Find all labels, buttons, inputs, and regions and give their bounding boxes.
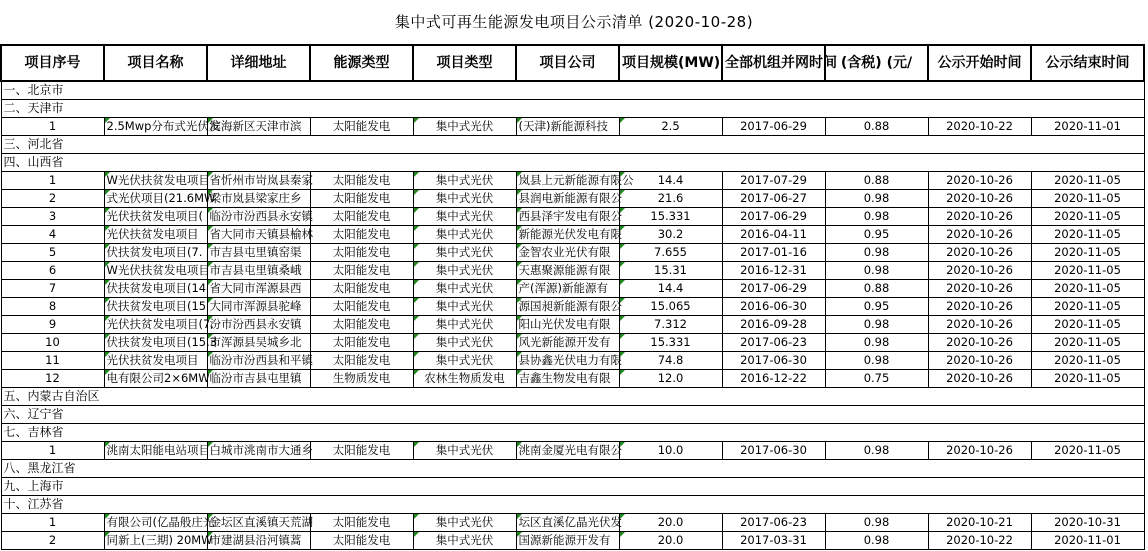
table-cell[interactable]: 2.5: [619, 118, 722, 136]
table-cell[interactable]: 2020-10-26: [928, 442, 1031, 460]
table-cell[interactable]: 20.0: [619, 514, 722, 532]
table-cell[interactable]: 市吉县屯里镇桑峨: [207, 262, 310, 280]
section-label[interactable]: 七、吉林省: [1, 424, 1144, 442]
section-row: [1, 496, 1144, 514]
table-cell[interactable]: 集中式光伏: [413, 118, 516, 136]
table-cell[interactable]: 74.8: [619, 352, 722, 370]
table-cell[interactable]: 11: [1, 352, 104, 370]
table-cell[interactable]: 滨海新区天津市滨: [207, 118, 310, 136]
table-cell[interactable]: 5: [1, 244, 104, 262]
table-row: [1, 514, 1144, 532]
section-row: [1, 478, 1144, 496]
table-cell[interactable]: 2020-10-26: [928, 244, 1031, 262]
table-cell[interactable]: 2016-04-11: [722, 226, 825, 244]
column-header[interactable]: (含税) (元/: [825, 45, 928, 81]
table-cell[interactable]: 伏扶贫发电项目(14: [104, 280, 207, 298]
column-header[interactable]: 详细地址: [207, 45, 310, 81]
table-cell[interactable]: 2017-06-29: [722, 208, 825, 226]
table-cell[interactable]: 2020-11-05: [1031, 352, 1144, 370]
table-cell[interactable]: 4: [1, 226, 104, 244]
section-row: [1, 460, 1144, 478]
table-cell[interactable]: 市浑源县吴城乡北: [207, 334, 310, 352]
table-cell[interactable]: 0.98: [825, 316, 928, 334]
table-cell[interactable]: 2020-11-01: [1031, 118, 1144, 136]
table-cell[interactable]: 2017-06-30: [722, 352, 825, 370]
column-header[interactable]: 全部机组并网时间: [722, 45, 825, 81]
table-cell[interactable]: W光伏扶贫发电项目: [104, 172, 207, 190]
table-cell[interactable]: 15.31: [619, 262, 722, 280]
table-cell[interactable]: 伏扶贫发电项目(7.: [104, 244, 207, 262]
section-row: [1, 154, 1144, 172]
table-cell[interactable]: 太阳能发电: [310, 280, 413, 298]
table-cell[interactable]: 1: [1, 514, 104, 532]
table-cell[interactable]: 7: [1, 280, 104, 298]
table-cell[interactable]: 太阳能发电: [310, 172, 413, 190]
table-cell[interactable]: 12: [1, 370, 104, 388]
table-cell[interactable]: 岚县上元新能源有限公: [516, 172, 619, 190]
table-cell[interactable]: 2: [1, 190, 104, 208]
table-cell[interactable]: 大同市浑源县驼峰: [207, 298, 310, 316]
table-cell[interactable]: 14.4: [619, 280, 722, 298]
table-cell[interactable]: 天惠聚源能源有限: [516, 262, 619, 280]
table-cell[interactable]: 洮南金厦光电有限公: [516, 442, 619, 460]
table-row: [1, 442, 1144, 460]
table-cell[interactable]: 2017-07-29: [722, 172, 825, 190]
table-cell[interactable]: 临汾市汾西县和平镇: [207, 352, 310, 370]
table-cell[interactable]: 2020-11-05: [1031, 280, 1144, 298]
table-cell[interactable]: 2020-11-05: [1031, 172, 1144, 190]
table-cell[interactable]: 2020-10-26: [928, 172, 1031, 190]
table-cell[interactable]: 0.98: [825, 244, 928, 262]
table-cell[interactable]: 15.331: [619, 208, 722, 226]
table-cell[interactable]: 2020-10-21: [928, 514, 1031, 532]
header-row: [1, 45, 1144, 81]
table-cell[interactable]: 2017-06-27: [722, 190, 825, 208]
table-cell[interactable]: 农林生物质发电: [413, 370, 516, 388]
table-cell[interactable]: 2020-11-05: [1031, 262, 1144, 280]
table-cell[interactable]: 光伏扶贫发电项目: [104, 352, 207, 370]
section-label[interactable]: 十、江苏省: [1, 496, 1144, 514]
table-cell[interactable]: 2020-11-05: [1031, 442, 1144, 460]
table-cell[interactable]: 2020-10-26: [928, 334, 1031, 352]
table-cell[interactable]: 2020-11-01: [1031, 532, 1144, 550]
table-cell[interactable]: 2017-06-29: [722, 118, 825, 136]
table-cell[interactable]: 0.98: [825, 262, 928, 280]
section-row: [1, 100, 1144, 118]
column-header[interactable]: 项目规模(MW): [619, 45, 722, 81]
table-cell[interactable]: 0.95: [825, 298, 928, 316]
table-cell[interactable]: 2020-11-05: [1031, 190, 1144, 208]
table-cell[interactable]: 2016-12-31: [722, 262, 825, 280]
section-row: [1, 136, 1144, 154]
column-header[interactable]: 公示结束时间: [1031, 45, 1144, 81]
table-cell[interactable]: 集中式光伏: [413, 172, 516, 190]
table-cell[interactable]: 0.98: [825, 334, 928, 352]
table-cell[interactable]: 2.5Mwp分布式光伏发: [104, 118, 207, 136]
table-cell[interactable]: 2020-10-26: [928, 316, 1031, 334]
column-header[interactable]: 项目序号: [1, 45, 104, 81]
project-table: [0, 44, 1145, 550]
table-cell[interactable]: 2016-09-28: [722, 316, 825, 334]
table-cell[interactable]: 集中式光伏: [413, 514, 516, 532]
table-cell[interactable]: 20.0: [619, 532, 722, 550]
table-row: [1, 208, 1144, 226]
table-cell[interactable]: 太阳能发电: [310, 118, 413, 136]
table-cell[interactable]: 15.331: [619, 334, 722, 352]
table-cell[interactable]: 8: [1, 298, 104, 316]
table-cell[interactable]: 12.0: [619, 370, 722, 388]
column-header[interactable]: 项目名称: [104, 45, 207, 81]
table-cell[interactable]: 太阳能发电: [310, 298, 413, 316]
table-cell[interactable]: 集中式光伏: [413, 280, 516, 298]
table-cell[interactable]: 产(浑源)新能源有: [516, 280, 619, 298]
table-cell[interactable]: 10.0: [619, 442, 722, 460]
table-cell[interactable]: 2020-10-26: [928, 190, 1031, 208]
table-cell[interactable]: 2: [1, 532, 104, 550]
table-cell[interactable]: 金坛区直溪镇天荒湖: [207, 514, 310, 532]
table-cell[interactable]: 0.88: [825, 118, 928, 136]
table-cell[interactable]: 6: [1, 262, 104, 280]
table-cell[interactable]: 0.98: [825, 532, 928, 550]
table-cell[interactable]: 0.98: [825, 208, 928, 226]
column-header[interactable]: 公示开始时间: [928, 45, 1031, 81]
table-cell[interactable]: 临汾市汾西县永安镇: [207, 208, 310, 226]
table-cell[interactable]: 集中式光伏: [413, 334, 516, 352]
section-label[interactable]: 二、天津市: [1, 100, 1144, 118]
table-cell[interactable]: 白城市洮南市大通乡: [207, 442, 310, 460]
table-cell[interactable]: 太阳能发电: [310, 532, 413, 550]
table-cell[interactable]: 集中式光伏: [413, 244, 516, 262]
table-cell[interactable]: 集中式光伏: [413, 226, 516, 244]
table-cell[interactable]: 2020-11-05: [1031, 334, 1144, 352]
table-cell[interactable]: 0.98: [825, 190, 928, 208]
table-row: [1, 262, 1144, 280]
table-cell[interactable]: 太阳能发电: [310, 262, 413, 280]
table-row: [1, 226, 1144, 244]
table-cell[interactable]: 2017-01-16: [722, 244, 825, 262]
table-cell[interactable]: 集中式光伏: [413, 316, 516, 334]
table-cell[interactable]: 有限公司(亿晶般庄光: [104, 514, 207, 532]
table-cell[interactable]: 1: [1, 172, 104, 190]
table-cell[interactable]: 国源新能源开发有: [516, 532, 619, 550]
table-cell[interactable]: 0.98: [825, 514, 928, 532]
table-cell[interactable]: 省大同市天镇县榆林: [207, 226, 310, 244]
section-label[interactable]: 八、黑龙江省: [1, 460, 1144, 478]
table-cell[interactable]: 省大同市浑源县西: [207, 280, 310, 298]
table-cell[interactable]: 0.98: [825, 352, 928, 370]
table-cell[interactable]: 30.2: [619, 226, 722, 244]
table-cell[interactable]: 0.75: [825, 370, 928, 388]
table-cell[interactable]: 2017-06-23: [722, 334, 825, 352]
table-cell[interactable]: 吉鑫生物发电有限: [516, 370, 619, 388]
table-cell[interactable]: (天津)新能源科技: [516, 118, 619, 136]
table-cell[interactable]: 2020-11-05: [1031, 316, 1144, 334]
table-cell[interactable]: 集中式光伏: [413, 442, 516, 460]
table-cell[interactable]: 太阳能发电: [310, 244, 413, 262]
table-cell[interactable]: 2020-10-26: [928, 370, 1031, 388]
table-cell[interactable]: 2020-10-22: [928, 532, 1031, 550]
table-cell[interactable]: 光伏扶贫发电项目: [104, 226, 207, 244]
table-cell[interactable]: 2020-10-26: [928, 352, 1031, 370]
table-cell[interactable]: 汾市汾西县永安镇: [207, 316, 310, 334]
table-cell[interactable]: 2017-06-23: [722, 514, 825, 532]
table-cell[interactable]: 梁市岚县梁家庄乡: [207, 190, 310, 208]
table-cell[interactable]: 0.95: [825, 226, 928, 244]
section-label[interactable]: 一、北京市: [1, 81, 1144, 100]
table-row: [1, 352, 1144, 370]
section-label[interactable]: 九、上海市: [1, 478, 1144, 496]
table-cell[interactable]: 9: [1, 316, 104, 334]
table-cell[interactable]: 7.655: [619, 244, 722, 262]
table-cell[interactable]: 2017-06-30: [722, 442, 825, 460]
table-cell[interactable]: 2020-10-26: [928, 280, 1031, 298]
table-cell[interactable]: 7.312: [619, 316, 722, 334]
table-row: [1, 316, 1144, 334]
table-row: [1, 370, 1144, 388]
section-label[interactable]: 三、河北省: [1, 136, 1144, 154]
table-cell[interactable]: 0.88: [825, 280, 928, 298]
table-body: [1, 81, 1144, 550]
table-cell[interactable]: 2020-11-05: [1031, 298, 1144, 316]
table-cell[interactable]: 集中式光伏: [413, 208, 516, 226]
table-cell[interactable]: 太阳能发电: [310, 514, 413, 532]
table-cell[interactable]: 2017-03-31: [722, 532, 825, 550]
table-cell[interactable]: 2020-10-26: [928, 262, 1031, 280]
table-cell[interactable]: 14.4: [619, 172, 722, 190]
table-cell[interactable]: 2016-06-30: [722, 298, 825, 316]
table-cell[interactable]: 21.6: [619, 190, 722, 208]
section-label[interactable]: 六、辽宁省: [1, 406, 1144, 424]
section-row: [1, 424, 1144, 442]
table-cell[interactable]: 2020-10-26: [928, 208, 1031, 226]
table-cell[interactable]: 2017-06-29: [722, 280, 825, 298]
table-cell[interactable]: 2020-11-05: [1031, 370, 1144, 388]
section-row: [1, 406, 1144, 424]
table-row: [1, 244, 1144, 262]
table-cell[interactable]: 1: [1, 118, 104, 136]
table-cell[interactable]: 光伏扶贫发电项目(7.: [104, 316, 207, 334]
table-cell[interactable]: 2020-11-05: [1031, 244, 1144, 262]
table-cell[interactable]: 生物质发电: [310, 370, 413, 388]
column-header[interactable]: 项目类型: [413, 45, 516, 81]
sheet-title: 集中式可再生能源发电项目公示清单 (2020-10-28): [394, 12, 754, 31]
section-row: [1, 388, 1144, 406]
table-cell[interactable]: 光伏扶贫发电项目(: [104, 208, 207, 226]
table-row: [1, 532, 1144, 550]
table-cell[interactable]: 太阳能发电: [310, 226, 413, 244]
table-cell[interactable]: 风光新能源开发有: [516, 334, 619, 352]
table-cell[interactable]: 省忻州市岢岚县秦家: [207, 172, 310, 190]
column-header[interactable]: 能源类型: [310, 45, 413, 81]
column-header[interactable]: 项目公司: [516, 45, 619, 81]
table-cell[interactable]: 阳山光伏发电有限: [516, 316, 619, 334]
table-row: [1, 298, 1144, 316]
table-cell[interactable]: 2020-10-31: [1031, 514, 1144, 532]
table-cell[interactable]: 西县泽宇发电有限公: [516, 208, 619, 226]
table-cell[interactable]: 太阳能发电: [310, 316, 413, 334]
table-cell[interactable]: 3: [1, 208, 104, 226]
table-cell[interactable]: 2020-10-22: [928, 118, 1031, 136]
table-cell[interactable]: 集中式光伏: [413, 262, 516, 280]
table-cell[interactable]: 坛区直溪亿晶光伏发: [516, 514, 619, 532]
table-cell[interactable]: 集中式光伏: [413, 298, 516, 316]
table-cell[interactable]: 集中式光伏: [413, 352, 516, 370]
table-cell[interactable]: 县协鑫光伏电力有限: [516, 352, 619, 370]
table-row: [1, 334, 1144, 352]
table-cell[interactable]: 15.065: [619, 298, 722, 316]
table-cell[interactable]: 集中式光伏: [413, 532, 516, 550]
section-label[interactable]: 五、内蒙古自治区: [1, 388, 1144, 406]
table-cell[interactable]: 县润电新能源有限公: [516, 190, 619, 208]
table-cell[interactable]: 2016-12-22: [722, 370, 825, 388]
table-cell[interactable]: 0.98: [825, 442, 928, 460]
table-cell[interactable]: 电有限公司2×6MW: [104, 370, 207, 388]
table-row: [1, 280, 1144, 298]
table-cell[interactable]: 2020-10-26: [928, 226, 1031, 244]
table-cell[interactable]: 金智农业光伏有限: [516, 244, 619, 262]
table-cell[interactable]: 市吉县屯里镇窑渠: [207, 244, 310, 262]
table-cell[interactable]: 2020-11-05: [1031, 208, 1144, 226]
table-cell[interactable]: 式光伏项目(21.6MW: [104, 190, 207, 208]
table-row: [1, 118, 1144, 136]
table-cell[interactable]: 伏扶贫发电项目(15.3: [104, 334, 207, 352]
table-cell[interactable]: 1: [1, 442, 104, 460]
table-cell[interactable]: 同新上(三期) 20MW: [104, 532, 207, 550]
table-cell[interactable]: 临汾市吉县屯里镇: [207, 370, 310, 388]
section-label[interactable]: 四、山西省: [1, 154, 1144, 172]
table-cell[interactable]: 源国昶新能源有限公: [516, 298, 619, 316]
table-cell[interactable]: W光伏扶贫发电项目: [104, 262, 207, 280]
table-cell[interactable]: 伏扶贫发电项目(15: [104, 298, 207, 316]
table-cell[interactable]: 市建湖县沿河镇蒿: [207, 532, 310, 550]
table-cell[interactable]: 太阳能发电: [310, 334, 413, 352]
table-row: [1, 190, 1144, 208]
section-row: [1, 81, 1144, 100]
table-cell[interactable]: 太阳能发电: [310, 190, 413, 208]
table-cell[interactable]: 0.88: [825, 172, 928, 190]
table-cell[interactable]: 新能源光伏发电有限: [516, 226, 619, 244]
table-cell[interactable]: 太阳能发电: [310, 208, 413, 226]
table-cell[interactable]: 2020-11-05: [1031, 226, 1144, 244]
table-cell[interactable]: 集中式光伏: [413, 190, 516, 208]
table-cell[interactable]: 太阳能发电: [310, 442, 413, 460]
table-cell[interactable]: 太阳能发电: [310, 352, 413, 370]
table-row: [1, 172, 1144, 190]
table-cell[interactable]: 洮南太阳能电站项目: [104, 442, 207, 460]
table-cell[interactable]: 10: [1, 334, 104, 352]
table-cell[interactable]: 2020-10-26: [928, 298, 1031, 316]
